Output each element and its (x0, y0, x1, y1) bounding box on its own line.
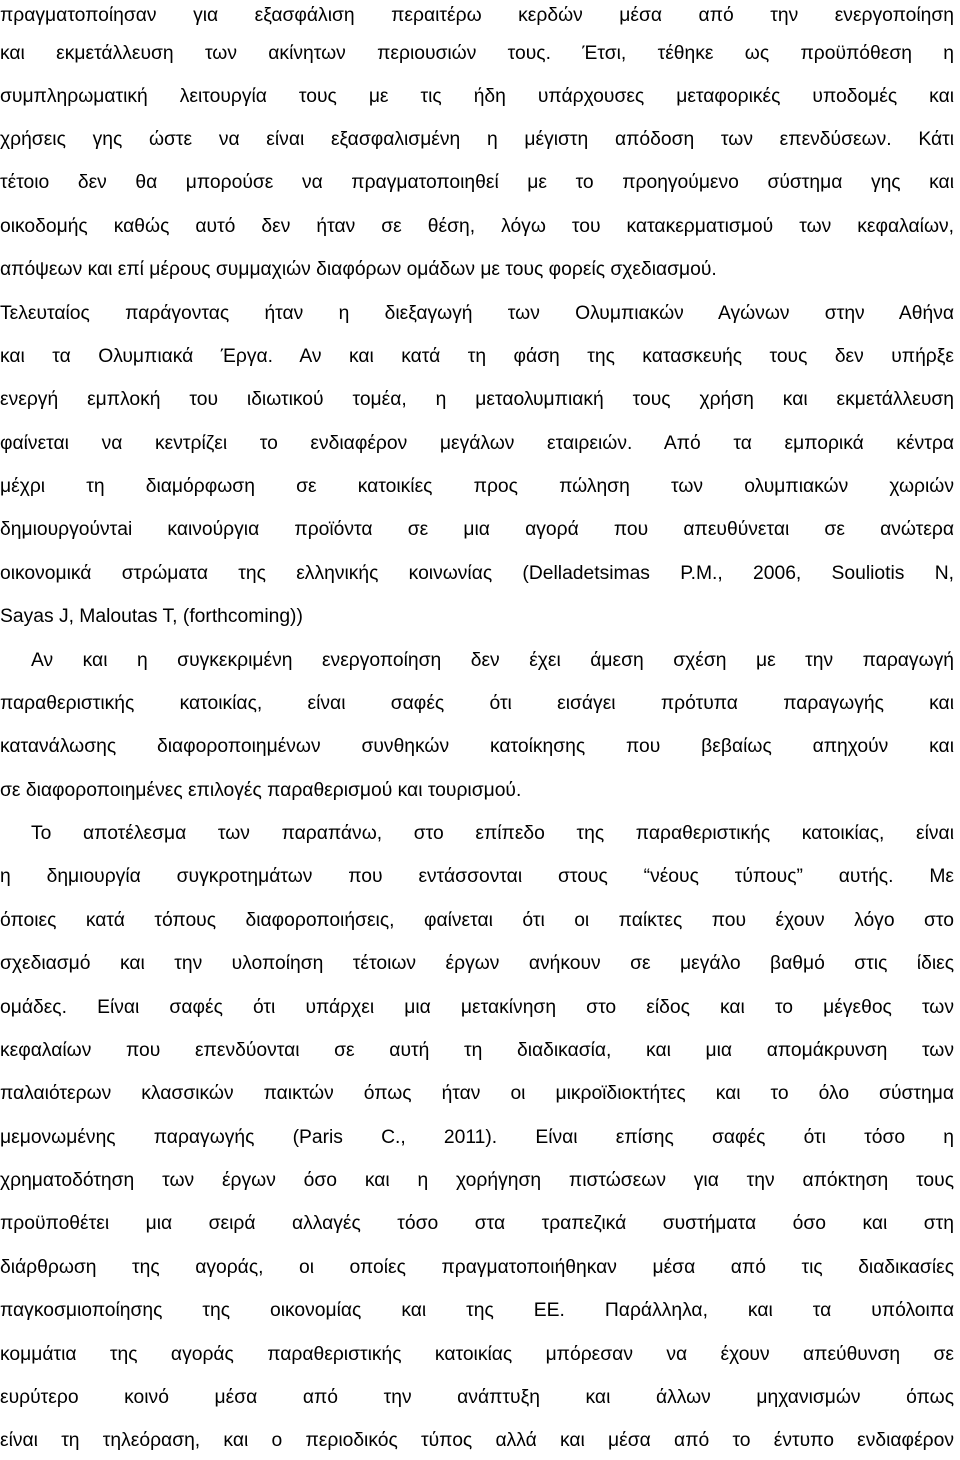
body-text-line: δημιουργούντai καινούργια προϊόντα σε μια αγορά που απευθύνεται σε ανώτερα (0, 519, 954, 540)
paragraph-start-line: Το αποτέλεσμα των παραπάνω, στο επίπεδο της παραθεριστικής κατοικίας, είναι (31, 823, 954, 844)
body-text-line: τέτοιο δεν θα μπορούσε να πραγματοποιηθεί με το προηγούμενο σύστημα γης και (0, 172, 954, 193)
body-text-line: παγκοσμιοποίησης της οικονομίας και της ΕΕ. Παράλληλα, και τα υπόλοιπα (0, 1300, 954, 1321)
body-text-line: Τελευταίος παράγοντας ήταν η διεξαγωγή των Ολυμπιακών Αγώνων στην Αθήνα (0, 303, 954, 324)
body-text-line: και εκμετάλλευση των ακίνητων περιουσιών τους. Έτσι, τέθηκε ως προϋπόθεση η (0, 43, 954, 64)
body-text-line: κεφαλαίων που επενδύονται σε αυτή τη διαδικασία, και μια απομάκρυνση των (0, 1040, 954, 1061)
body-text-line: χρήσεις γης ώστε να είναι εξασφαλισμένη η μέγιστη απόδοση των επενδύσεων. Κάτι (0, 129, 954, 150)
body-text-line: η δημιουργία συγκροτημάτων που εντάσσονται στους “νέους τύπους” αυτής. Με (0, 866, 954, 887)
body-text-line: φαίνεται να κεντρίζει το ενδιαφέρον μεγάλων εταιρειών. Από τα εμπορικά κέντρα (0, 433, 954, 454)
body-text-line: σχεδιασμό και την υλοποίηση τέτοιων έργων ανήκουν σε μεγάλο βαθμό στις ίδιες (0, 953, 954, 974)
paragraph-start-line: Αν και η συγκεκριμένη ενεργοποίηση δεν έχει άμεση σχέση με την παραγωγή (31, 650, 954, 671)
body-text-line: σε διαφοροποιημένες επιλογές παραθερισμού και τουρισμού. (0, 780, 522, 801)
body-text-line: κομμάτια της αγοράς παραθεριστικής κατοικίας μπόρεσαν να έχουν απεύθυνση σε (0, 1344, 954, 1365)
body-text-line: παλαιότερων κλασσικών παικτών όπως ήταν οι μικροϊδιοκτήτες και το όλο σύστημα (0, 1083, 954, 1104)
body-text-line: απόψεων και επί μέρους συμμαχιών διαφόρων ομάδων με τους φορείς σχεδιασμού. (0, 259, 717, 280)
body-text-line: οικοδομής καθώς αυτό δεν ήταν σε θέση, λόγω του κατακερματισμού των κεφαλαίων, (0, 216, 954, 237)
body-text-line: παραθεριστικής κατοικίας, είναι σαφές ότι εισάγει πρότυπα παραγωγής και (0, 693, 954, 714)
body-text-line: ενεργή εμπλοκή του ιδιωτικού τομέα, η μεταολυμπιακή τους χρήση και εκμετάλλευση (0, 389, 954, 410)
body-text-line: πραγματοποίησαν για εξασφάλιση περαιτέρω κερδών μέσα από την ενεργοποίηση (0, 5, 954, 26)
body-text-line: συμπληρωματική λειτουργία τους με τις ήδη υπάρχουσες μεταφορικές υποδομές και (0, 86, 954, 107)
body-text-line: χρηματοδότηση των έργων όσο και η χορήγηση πιστώσεων για την απόκτηση τους (0, 1170, 954, 1191)
body-text-line: μεμονωμένης παραγωγής (Paris C., 2011). Είναι επίσης σαφές ότι τόσο η (0, 1127, 954, 1148)
body-text-line: Sayas J, Maloutas T, (forthcoming)) (0, 606, 303, 627)
body-text-line: και τα Ολυμπιακά Έργα. Αν και κατά τη φάση της κατασκευής τους δεν υπήρξε (0, 346, 954, 367)
body-text-line: ομάδες. Είναι σαφές ότι υπάρχει μια μετακίνηση στο είδος και το μέγεθος των (0, 997, 954, 1018)
body-text-line: οικονομικά στρώματα της ελληνικής κοινωνίας (Delladetsimas P.M., 2006, Souliotis N, (0, 563, 954, 584)
body-text-line: όποιες κατά τόπους διαφοροποιήσεις, φαίνεται ότι οι παίκτες που έχουν λόγο στο (0, 910, 954, 931)
body-text-line: μέχρι τη διαμόρφωση σε κατοικίες προς πώληση των ολυμπιακών χωριών (0, 476, 954, 497)
body-text-line: προϋποθέτει μια σειρά αλλαγές τόσο στα τραπεζικά συστήματα όσο και στη (0, 1213, 954, 1234)
body-text-line: διάρθρωση της αγοράς, οι οποίες πραγματοποιήθηκαν μέσα από τις διαδικασίες (0, 1257, 954, 1278)
body-text-line: είναι τη τηλεόραση, και ο περιοδικός τύπος αλλά και μέσα από το έντυπο ενδιαφέρον (0, 1430, 954, 1451)
body-text-line: ευρύτερο κοινό μέσα από την ανάπτυξη και άλλων μηχανισμών όπως (0, 1387, 954, 1408)
body-text-line: κατανάλωσης διαφοροποιημένων συνθηκών κατοίκησης που βεβαίως απηχούν και (0, 736, 954, 757)
